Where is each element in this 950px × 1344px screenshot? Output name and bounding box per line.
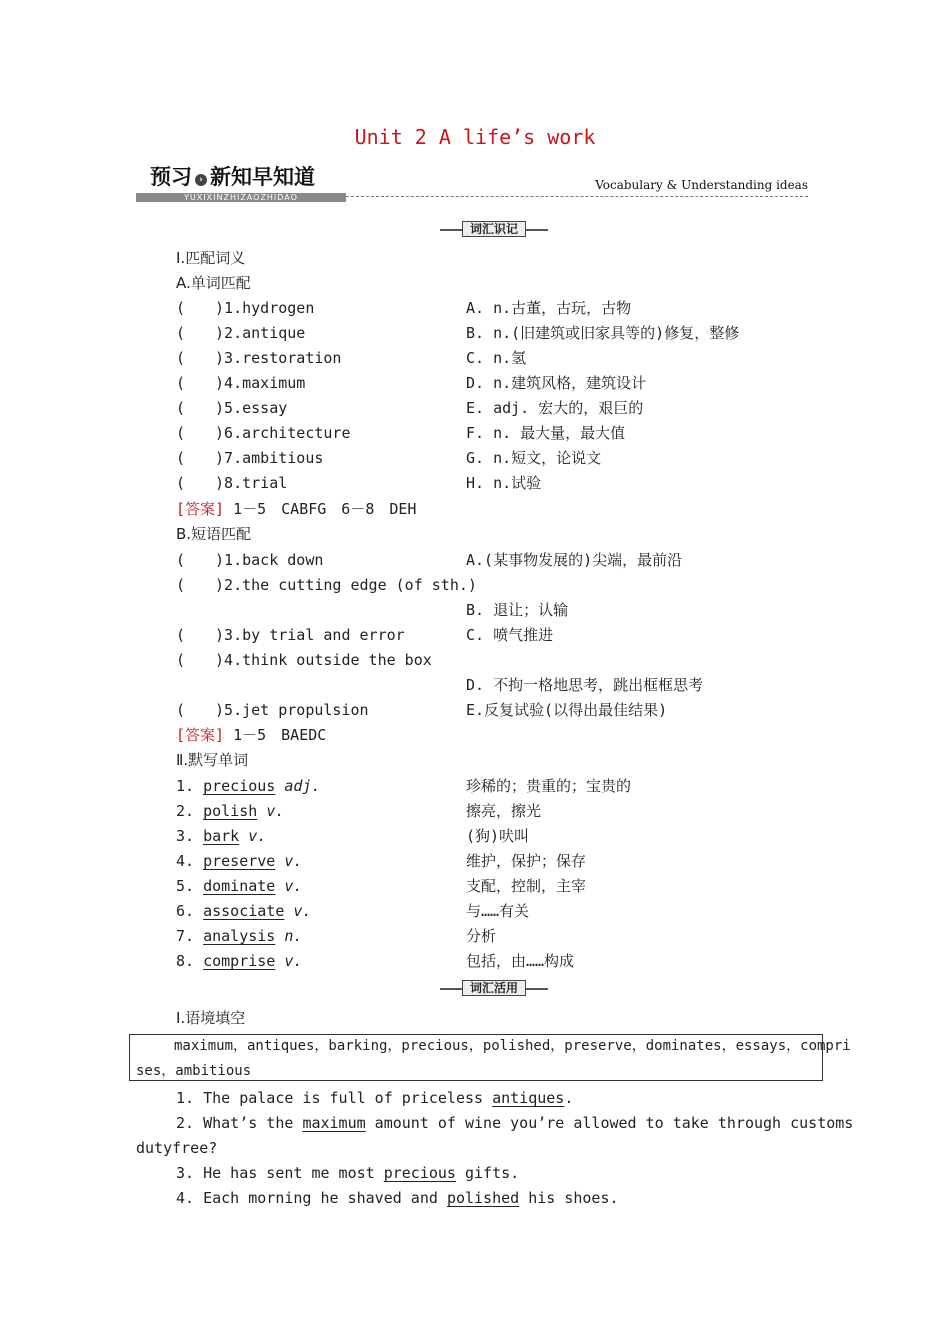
answer-text: 1－5 BAEDC (233, 726, 327, 744)
list-item: ( )3.by trial and error (176, 626, 405, 644)
list-item: 4. preserve v. (176, 852, 303, 870)
list-item: ( )8.trial (176, 474, 288, 492)
sentence-item: 2. What’s the maximum amount of wine you’re allowed to take through customs (176, 1114, 854, 1132)
list-item: ( )2.the cutting edge (of sth.) (176, 576, 477, 594)
list-item: ( )3.restoration (176, 349, 342, 367)
list-item-answer: A.(某事物发展的)尖端，最前沿 (466, 551, 683, 569)
word-bank-line-2: ses，ambitious (136, 1063, 252, 1079)
list-item-meaning: 维护，保护；保存 (466, 852, 587, 870)
word-bank-line-1: maximum，antiques，barking，precious，polished，preserve，dominates，essays，compri (174, 1038, 851, 1054)
list-item-answer: H. n.试验 (466, 474, 542, 492)
section-tag-vocab-usage: 词汇活用 (440, 980, 548, 996)
list-item: ( )2.antique (176, 324, 306, 342)
list-item-meaning: 包括，由……构成 (466, 952, 575, 970)
answer-line-a (176, 499, 416, 519)
list-item-answer: C. n.氢 (466, 349, 527, 367)
list-item: ( )4.think outside the box (176, 651, 432, 669)
section-banner (136, 163, 808, 203)
list-item: ( )7.ambitious (176, 449, 324, 467)
part-b-heading: B.短语匹配 (176, 525, 252, 543)
section-heading-matching: Ⅰ.匹配词义 (176, 249, 246, 267)
list-item-answer: C. 喷气推进 (466, 626, 554, 644)
list-item: ( )5.jet propulsion (176, 701, 369, 719)
list-item: 2. polish v. (176, 802, 285, 820)
sentence-item: 3. He has sent me most precious gifts. (176, 1164, 520, 1182)
list-item-meaning: 分析 (466, 927, 497, 945)
page-title: Unit 2 A life’s work (354, 125, 596, 149)
sentence-item-continuation: dutyfree? (136, 1139, 218, 1157)
banner-title-preview: 预习 (150, 165, 192, 189)
list-item-meaning: 与……有关 (466, 902, 530, 920)
banner-title-main: 新知早知道 (210, 165, 315, 189)
answer-line-b (176, 725, 326, 745)
part-a-heading: A.单词匹配 (176, 274, 251, 292)
list-item-answer: D. 不拘一格地思考，跳出框框思考 (466, 676, 704, 694)
list-item: ( )6.architecture (176, 424, 351, 442)
list-item: ( )4.maximum (176, 374, 306, 392)
sentence-item: 1. The palace is full of priceless antiques. (176, 1089, 574, 1107)
list-item: 5. dominate v. (176, 877, 303, 895)
list-item: 6. associate v. (176, 902, 312, 920)
list-item: 7. analysis n. (176, 927, 303, 945)
banner-divider (346, 196, 808, 197)
list-item-answer: F. n. 最大量，最大值 (466, 424, 626, 442)
list-item: 1. precious adj. (176, 777, 321, 795)
banner-subtitle: Vocabulary & Understanding ideas (595, 178, 808, 192)
list-item: ( )5.essay (176, 399, 288, 417)
list-item: 8. comprise v. (176, 952, 303, 970)
answer-label: [答案] (176, 500, 225, 518)
banner-title (150, 163, 315, 191)
banner-pinyin: YUXIXINZHIZAOZHIDAO (136, 193, 346, 202)
chevron-right-icon: › (195, 174, 207, 186)
word-bank-box (129, 1034, 851, 1081)
list-item-answer: E. adj. 宏大的，艰巨的 (466, 399, 644, 417)
list-item: ( )1.back down (176, 551, 324, 569)
section-heading-dictation: Ⅱ.默写单词 (176, 751, 249, 769)
answer-label: [答案] (176, 726, 225, 744)
list-item-meaning: (狗)吠叫 (466, 827, 530, 845)
list-item-meaning: 支配，控制，主宰 (466, 877, 587, 895)
list-item: ( )1.hydrogen (176, 299, 315, 317)
list-item-answer: E.反复试验(以得出最佳结果) (466, 701, 668, 719)
list-item-meaning: 珍稀的；贵重的；宝贵的 (466, 777, 632, 795)
list-item-answer: D. n.建筑风格，建筑设计 (466, 374, 647, 392)
list-item-answer: B. n.(旧建筑或旧家具等的)修复，整修 (466, 324, 740, 342)
list-item-answer: G. n.短文，论说文 (466, 449, 602, 467)
sentence-item: 4. Each morning he shaved and polished his shoes. (176, 1189, 619, 1207)
list-item-meaning: 擦亮，擦光 (466, 802, 542, 820)
section-heading-fill-in: Ⅰ.语境填空 (176, 1009, 246, 1027)
list-item-answer: B. 退让；认输 (466, 601, 569, 619)
list-item-answer: A. n.古董，古玩，古物 (466, 299, 632, 317)
section-tag-vocab-recognition: 词汇识记 (440, 221, 548, 237)
list-item: 3. bark v. (176, 827, 267, 845)
answer-text: 1－5 CABFG 6－8 DEH (233, 500, 417, 518)
